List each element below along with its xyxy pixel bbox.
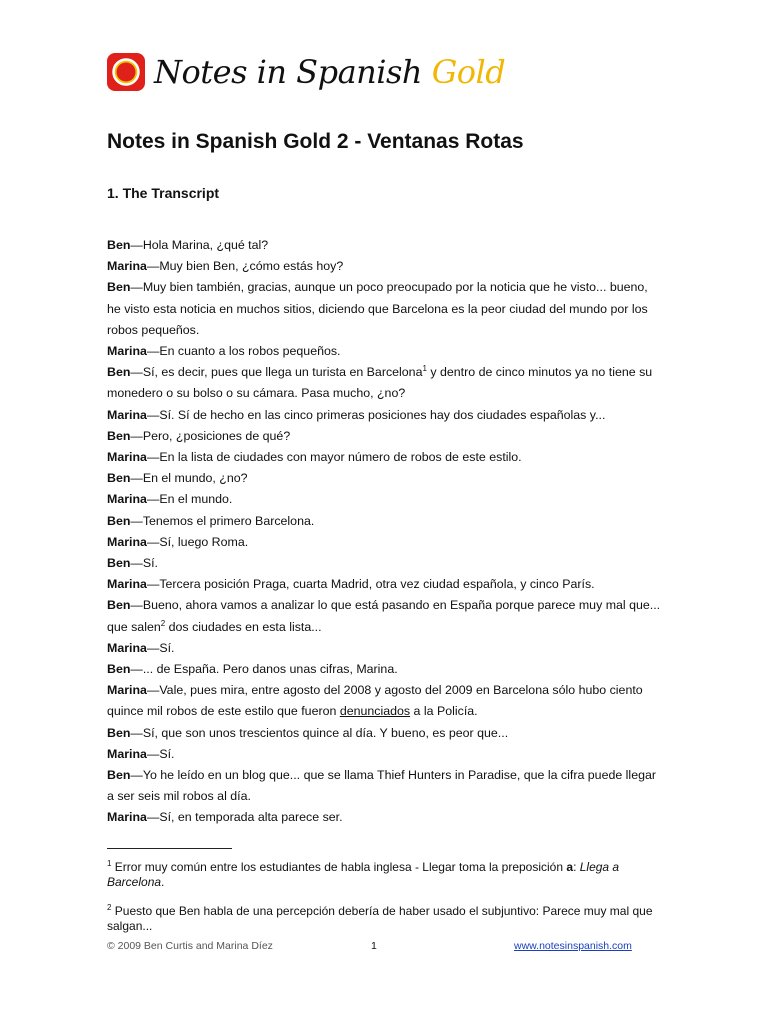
- transcript-line: Marina—Sí. Sí de hecho en las cinco primeras posiciones hay dos ciudades españolas y...: [107, 407, 606, 422]
- logo-text: [154, 53, 505, 91]
- transcript-line: Ben—Bueno, ahora vamos a analizar lo que está pasando en España porque parece muy mal que... que salen$^2$ dos ciudades en esta lista...: [107, 598, 661, 634]
- transcript: [107, 235, 662, 829]
- red-circle-icon: [106, 52, 146, 92]
- transcript-line: Ben—Yo he leído en un blog que... que se llama Thief Hunters in Paradise, que la cifra puede llegar a ser seis mil robos al día.: [107, 768, 656, 804]
- transcript-line: Marina—Tercera posición Praga, cuarta Madrid, otra vez ciudad española, y cinco París.: [107, 577, 595, 592]
- section-heading: 1. The Transcript: [107, 185, 220, 201]
- footnote-1: $^1$ Error muy común entre los estudiantes de habla inglesa - Llegar toma la preposición a: Llega a Barcelona.: [107, 859, 620, 889]
- transcript-line: Marina—Sí.: [107, 640, 175, 655]
- transcript-line: Marina—En cuanto a los robos pequeños.: [107, 344, 341, 359]
- transcript-line: Ben—Sí, es decir, pues que llega un turista en Barcelona$^1$ y dentro de cinco minutos ya no tiene su monedero o su bolso o su cámara. Pasa mucho, ¿no?: [107, 364, 653, 401]
- transcript-line: Ben—Pero, ¿posiciones de qué?: [107, 428, 291, 443]
- brand-logo: [106, 52, 505, 92]
- footnote-divider: [107, 848, 232, 849]
- footnote-ref: 1: [422, 364, 427, 374]
- footer-page-number: 1: [371, 940, 377, 952]
- transcript-line: Ben—... de España. Pero danos unas cifras, Marina.: [107, 662, 398, 677]
- page-title: Notes in Spanish Gold 2 - Ventanas Rotas: [107, 130, 524, 153]
- transcript-line: Marina—Muy bien Ben, ¿cómo estás hoy?: [107, 259, 344, 274]
- underlined-term: denunciados: [339, 704, 411, 719]
- logo-accent: Gold: [431, 53, 506, 91]
- transcript-line: Ben—En el mundo, ¿no?: [107, 471, 248, 486]
- transcript-line: Ben—Sí, que son unos trescientos quince al día. Y bueno, es peor que...: [107, 725, 509, 740]
- footer-website-link[interactable]: www.notesinspanish.com: [514, 940, 632, 952]
- transcript-line: Ben—Tenemos el primero Barcelona.: [107, 513, 315, 528]
- footer-copyright: © 2009 Ben Curtis and Marina Díez: [107, 940, 273, 952]
- footnote-ref: 2: [160, 618, 166, 628]
- transcript-line: Marina—Sí.: [107, 746, 175, 761]
- transcript-line: Ben—Muy bien también, gracias, aunque un poco preocupado por la noticia que he visto... bueno, he visto esta noticia en muchos sitios, diciendo que Barcelona es la peor ciudad del mundo por los robos pequeños.: [107, 280, 648, 337]
- transcript-line: Marina—Vale, pues mira, entre agosto del 2008 y agosto del 2009 en Barcelona sólo hubo ciento quince mil robos de este estilo que fueron denunciados a la Policía.: [107, 683, 643, 719]
- transcript-line: Ben—Hola Marina, ¿qué tal?: [107, 238, 269, 252]
- footnote-2: $^2$ Puesto que Ben habla de una percepción debería de haber usado el subjuntivo: Parece muy mal que salgan...: [107, 903, 653, 933]
- transcript-line: Marina—Sí, en temporada alta parece ser.: [107, 810, 343, 825]
- transcript-line: Ben—Sí.: [107, 556, 158, 571]
- logo-brand: Notes in Spanish: [154, 53, 423, 91]
- transcript-line: Marina—Sí, luego Roma.: [107, 534, 249, 549]
- transcript-line: Marina—En el mundo.: [107, 492, 233, 507]
- transcript-line: Marina—En la lista de ciudades con mayor número de robos de este estilo.: [107, 450, 522, 465]
